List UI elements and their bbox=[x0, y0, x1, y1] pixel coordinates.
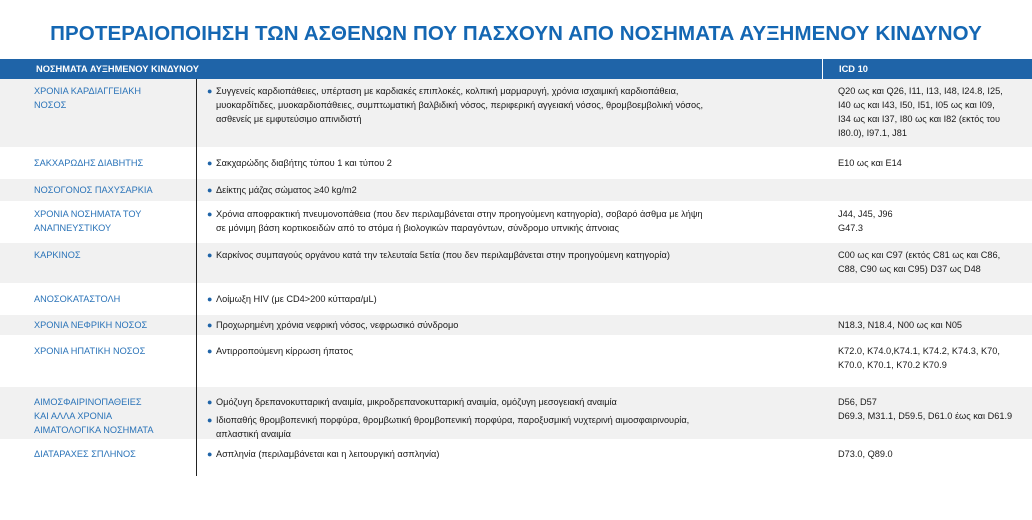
condition-bullet bbox=[207, 387, 812, 409]
category-line: ΝΟΣΟΣ bbox=[34, 100, 67, 110]
disease-category bbox=[0, 179, 196, 201]
condition-bullet bbox=[207, 315, 812, 332]
condition-bullet bbox=[207, 179, 812, 197]
table-row bbox=[0, 387, 1032, 439]
condition-details bbox=[197, 387, 822, 439]
category-line: ΚΑΡΚΙΝΟΣ bbox=[34, 250, 81, 260]
icd-code-line: C88, C90 ως και C95) D37 ως D48 bbox=[838, 264, 981, 274]
table-row bbox=[0, 201, 1032, 243]
bullet-line: Χρόνια αποφρακτική πνευμονοπάθεια (που δεν περιλαμβάνεται στην προηγούμενη κατηγορία), σοβαρό άσθμα με λήψη bbox=[216, 209, 703, 219]
bullet-dot-icon: ● bbox=[207, 415, 213, 425]
bullet-text bbox=[216, 156, 392, 170]
icd10-codes bbox=[822, 79, 1032, 147]
bullet-text bbox=[216, 183, 357, 197]
icd-code-line: D56, D57 bbox=[838, 397, 877, 407]
icd-code-line: K72.0, K74.0,K74.1, K74.2, K74.3, K70, bbox=[838, 346, 1000, 356]
bullet-line: Ασπληνία (περιλαμβάνεται και η λειτουργική ασπληνία) bbox=[216, 449, 440, 459]
icd-code-line: D73.0, Q89.0 bbox=[838, 449, 893, 459]
risk-table bbox=[0, 59, 1032, 476]
icd-code-line: I40 ως και I43, I50, I51, I05 ως και I09, bbox=[838, 100, 995, 110]
condition-details bbox=[197, 79, 822, 147]
bullet-line: Συγγενείς καρδιοπάθειες, υπέρταση με καρδιακές επιπλοκές, κολπική μαρμαρυγή, χρόνια ισχαιμική καρδιοπάθεια, bbox=[216, 86, 679, 96]
bullet-line: σε μόνιμη βάση κορτικοειδών από το στόμα ή βιολογικών παραγόντων, σύνδρομο υπνικής άπνοιας bbox=[216, 223, 619, 233]
bullet-text bbox=[216, 318, 458, 332]
disease-category bbox=[0, 335, 196, 387]
bullet-dot-icon: ● bbox=[207, 449, 213, 459]
condition-bullet bbox=[207, 283, 812, 306]
icd-code-line: I34 ως και I37, I80 ως και I82 (εκτός του bbox=[838, 114, 1001, 124]
disease-category bbox=[0, 79, 196, 147]
disease-category bbox=[0, 387, 196, 439]
icd10-codes bbox=[822, 147, 1032, 179]
disease-category bbox=[0, 243, 196, 283]
icd-code-line: E10 ως και E14 bbox=[838, 158, 902, 168]
icd10-codes bbox=[822, 387, 1032, 439]
header-diseases: ΝΟΣΗΜΑΤΑ ΑΥΞΗΜΕΝΟΥ ΚΙΝΔΥΝΟΥ bbox=[36, 64, 199, 74]
condition-details bbox=[197, 147, 822, 179]
bullet-dot-icon: ● bbox=[207, 320, 213, 330]
bullet-text bbox=[216, 84, 703, 126]
category-line: ΔΙΑΤΑΡΑΧΕΣ ΣΠΛΗΝΟΣ bbox=[34, 449, 136, 459]
bullet-line: Σακχαρώδης διαβήτης τύπου 1 και τύπου 2 bbox=[216, 158, 392, 168]
disease-category bbox=[0, 201, 196, 243]
condition-details bbox=[197, 243, 822, 283]
bullet-line: Προχωρημένη χρόνια νεφρική νόσος, νεφρωσικό σύνδρομο bbox=[216, 320, 459, 330]
table-row bbox=[0, 79, 1032, 147]
icd-code-line: N18.3, N18.4, N00 ως και N05 bbox=[838, 320, 963, 330]
condition-bullet bbox=[207, 201, 812, 235]
table-row bbox=[0, 335, 1032, 387]
category-line: ΑΙΜΑΤΟΛΟΓΙΚΑ ΝΟΣΗΜΑΤΑ bbox=[34, 425, 154, 435]
icd10-codes bbox=[822, 179, 1032, 201]
header-icd10: ICD 10 bbox=[839, 64, 868, 74]
category-line: ΝΟΣΟΓΟΝΟΣ ΠΑΧΥΣΑΡΚΙΑ bbox=[34, 185, 153, 195]
icd10-codes bbox=[822, 315, 1032, 335]
bullet-line: Δείκτης μάζας σώματος ≥40 kg/m2 bbox=[216, 185, 357, 195]
table-row bbox=[0, 439, 1032, 476]
icd-code-line: I80.0), I97.1, J81 bbox=[838, 128, 907, 138]
table-row bbox=[0, 283, 1032, 315]
bullet-dot-icon: ● bbox=[207, 185, 213, 195]
table-header bbox=[0, 59, 1032, 79]
icd-code-line: D69.3, M31.1, D59.5, D61.0 έως και D61.9 bbox=[838, 411, 1013, 421]
bullet-line: Ομόζυγη δρεπανοκυτταρική αναιμία, μικροδρεπανοκυτταρική αναιμία, ομόζυγη μεσογειακή αναιμία bbox=[216, 397, 617, 407]
icd-code-line: K70.0, K70.1, K70.2 K70.9 bbox=[838, 360, 947, 370]
condition-bullet bbox=[207, 439, 812, 461]
table-row bbox=[0, 243, 1032, 283]
bullet-line: Αντιρροπούμενη κίρρωση ήπατος bbox=[216, 346, 353, 356]
bullet-line: Λοίμωξη HIV (με CD4>200 κύτταρα/μL) bbox=[216, 294, 377, 304]
table-row bbox=[0, 179, 1032, 201]
category-line: ΚΑΙ ΑΛΛΑ ΧΡΟΝΙΑ bbox=[34, 411, 113, 421]
bullet-dot-icon: ● bbox=[207, 86, 213, 96]
icd-code-line: C00 ως και C97 (εκτός C81 ως και C86, bbox=[838, 250, 1001, 260]
bullet-dot-icon: ● bbox=[207, 209, 213, 219]
bullet-text bbox=[216, 395, 617, 409]
icd-code-line: J44, J45, J96 bbox=[838, 209, 893, 219]
category-line: ΑΝΟΣΟΚΑΤΑΣΤΟΛΗ bbox=[34, 294, 121, 304]
disease-category bbox=[0, 439, 196, 476]
condition-bullet bbox=[207, 409, 812, 441]
category-line: ΧΡΟΝΙΑ ΚΑΡΔΙΑΓΓΕΙΑΚΗ bbox=[34, 86, 141, 96]
bullet-text bbox=[216, 413, 689, 441]
disease-category bbox=[0, 283, 196, 315]
category-line: ΣΑΚΧΑΡΩΔΗΣ ΔΙΑΒΗΤΗΣ bbox=[34, 158, 144, 168]
bullet-dot-icon: ● bbox=[207, 397, 213, 407]
condition-bullet bbox=[207, 79, 812, 126]
bullet-line: μυοκαρδίτιδες, μυοκαρδιοπάθειες, συμπτωματική βαλβιδική νόσος, περιφερική αγγειακή νόσος, θρομβοεμβολική νόσος, bbox=[216, 100, 704, 110]
page-title: ΠΡΟΤΕΡΑΙΟΠΟΙΗΣΗ ΤΩΝ ΑΣΘΕΝΩΝ ΠΟΥ ΠΑΣΧΟΥΝ ΑΠΟ ΝΟΣΗΜΑΤΑ ΑΥΞΗΜΕΝΟΥ ΚΙΝΔΥΝΟΥ bbox=[50, 22, 982, 45]
category-line: ΧΡΟΝΙΑ ΗΠΑΤΙΚΗ ΝΟΣΟΣ bbox=[34, 346, 146, 356]
icd-code-line: Q20 ως και Q26, I11, I13, I48, I24.8, I25, bbox=[838, 86, 1003, 96]
icd10-codes bbox=[822, 335, 1032, 387]
bullet-text bbox=[216, 292, 377, 306]
bullet-dot-icon: ● bbox=[207, 294, 213, 304]
category-line: ΧΡΟΝΙΑ ΝΕΦΡΙΚΗ ΝΟΣΟΣ bbox=[34, 320, 148, 330]
bullet-text bbox=[216, 344, 353, 358]
table-row bbox=[0, 147, 1032, 179]
category-line: ΧΡΟΝΙΑ ΝΟΣΗΜΑΤΑ ΤΟΥ bbox=[34, 209, 142, 219]
bullet-dot-icon: ● bbox=[207, 158, 213, 168]
table-row bbox=[0, 315, 1032, 335]
condition-details bbox=[197, 179, 822, 201]
condition-bullet bbox=[207, 147, 812, 170]
disease-category bbox=[0, 315, 196, 335]
bullet-line: Ιδιοπαθής θρομβοπενική πορφύρα, θρομβωτική θρομβοπενική πορφύρα, παροξυσμική νυχτερινή αιμοσφαιρινουρία, bbox=[216, 415, 690, 425]
bullet-line: απλαστική αναιμία bbox=[216, 429, 291, 439]
icd10-codes bbox=[822, 243, 1032, 283]
condition-details bbox=[197, 315, 822, 335]
disease-category bbox=[0, 147, 196, 179]
bullet-line: ασθενείς με εμφυτεύσιμο απινιδιστή bbox=[216, 114, 362, 124]
bullet-text bbox=[216, 447, 439, 461]
bullet-line: Καρκίνος συμπαγούς οργάνου κατά την τελευταία 5ετία (που δεν περιλαμβάνεται στην προηγούμενη κατηγορία) bbox=[216, 250, 670, 260]
condition-bullet bbox=[207, 243, 812, 262]
condition-details bbox=[197, 201, 822, 243]
category-line: ΑΙΜΟΣΦΑΙΡΙΝΟΠΑΘΕΙΕΣ bbox=[34, 397, 142, 407]
icd10-codes bbox=[822, 201, 1032, 243]
bullet-text bbox=[216, 248, 670, 262]
bullet-dot-icon: ● bbox=[207, 250, 213, 260]
icd10-codes bbox=[822, 439, 1032, 476]
icd10-codes bbox=[822, 283, 1032, 315]
condition-details bbox=[197, 439, 822, 476]
table-body bbox=[0, 79, 1032, 476]
bullet-text bbox=[216, 207, 703, 235]
condition-details bbox=[197, 335, 822, 387]
bullet-dot-icon: ● bbox=[207, 346, 213, 356]
category-line: ΑΝΑΠΝΕΥΣΤΙΚΟΥ bbox=[34, 223, 112, 233]
condition-bullet bbox=[207, 335, 812, 358]
icd-code-line: G47.3 bbox=[838, 223, 864, 233]
condition-details bbox=[197, 283, 822, 315]
